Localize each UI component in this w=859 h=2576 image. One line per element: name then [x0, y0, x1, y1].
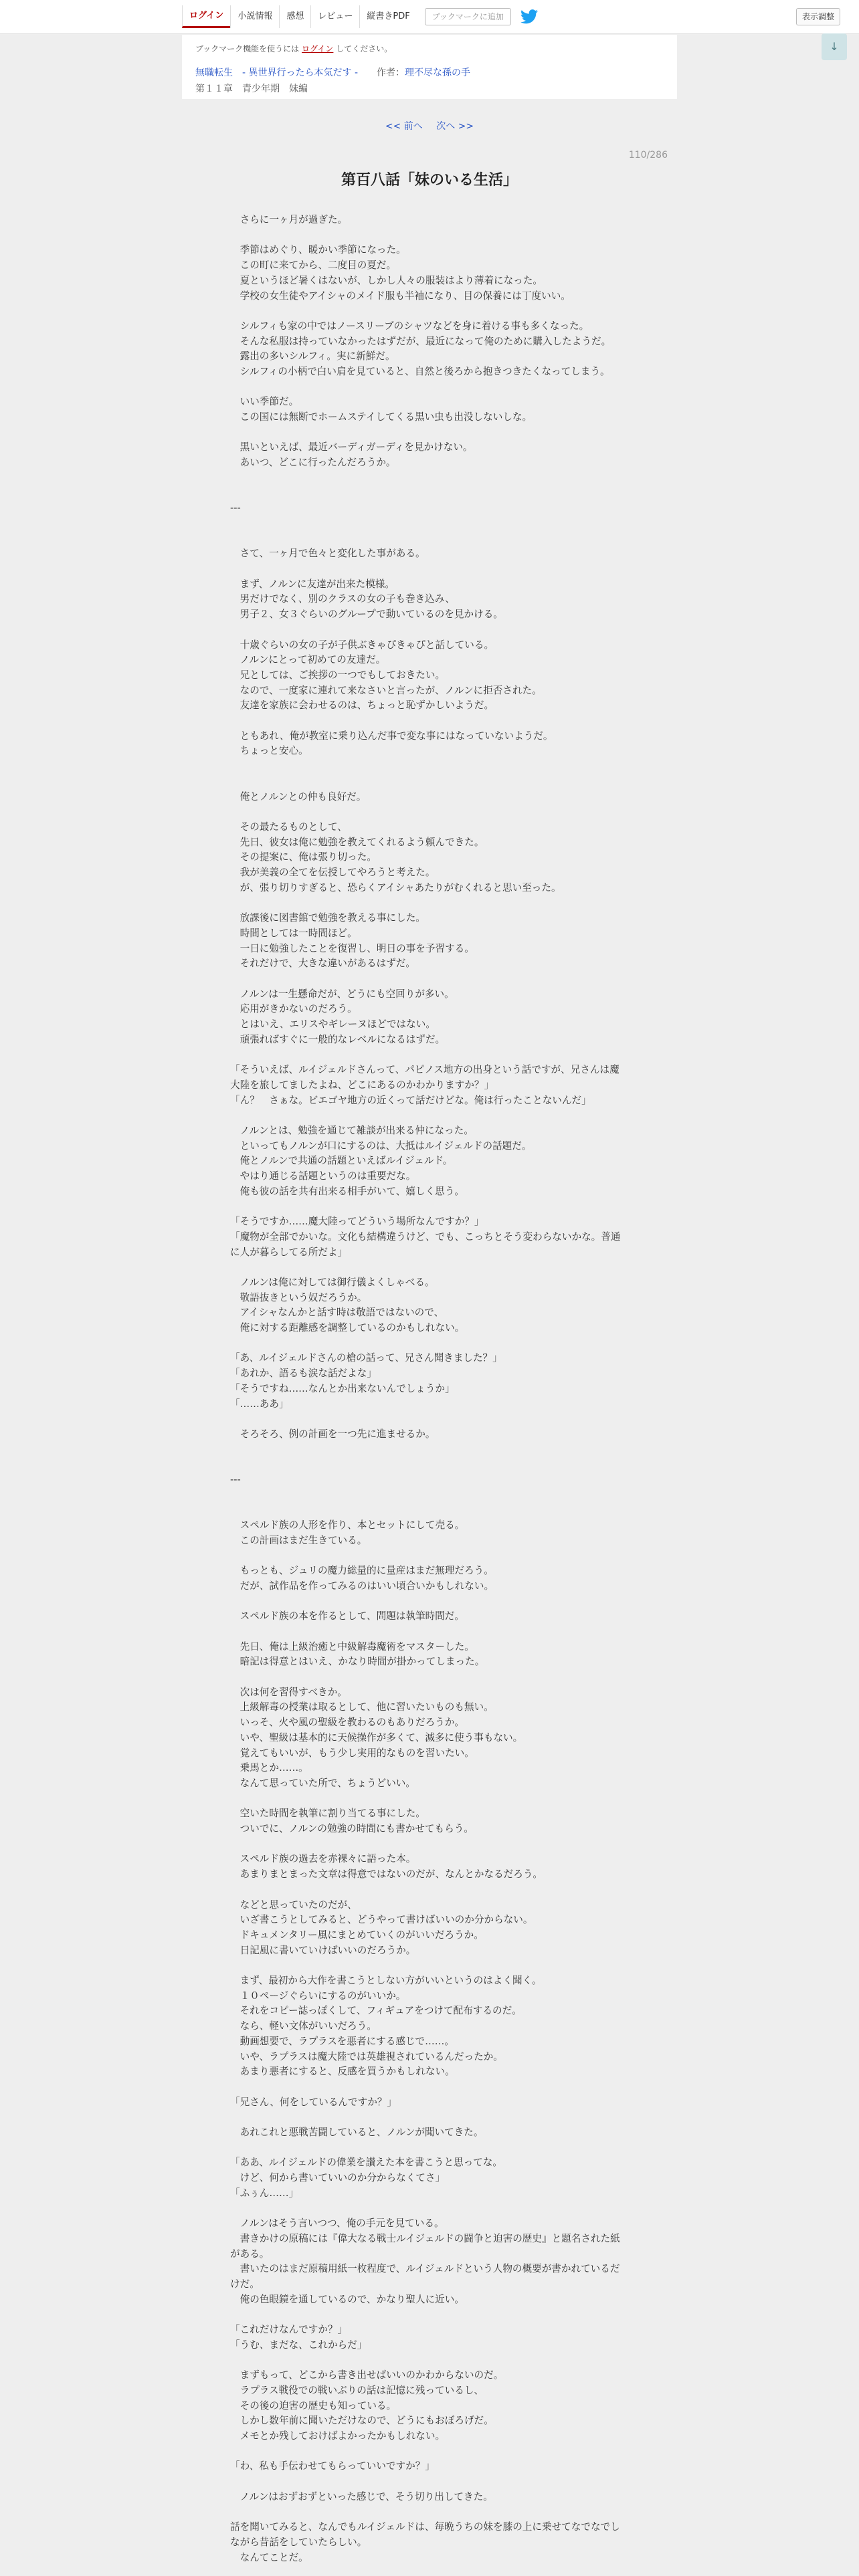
- body-line: なら、軽い文体がいいだろう。: [230, 2020, 377, 2032]
- body-line: まず、最初から大作を書こうとしない方がいいというのはよく聞く。: [230, 1975, 542, 1987]
- body-line: 十歳ぐらいの女の子が子供ぶきゃぴきゃぴと話している。: [230, 639, 494, 651]
- body-line: が、張り切りすぎると、恐らくアイシャあたりがむくれると思い至った。: [230, 881, 561, 893]
- body-line: ノルンにとって初めての友達だ。: [230, 654, 386, 666]
- body-line: 俺の色眼鏡を通しているので、かなり聖人に近い。: [230, 2293, 464, 2305]
- body-line: [230, 380, 626, 395]
- body-line: なんてことだ。: [230, 2551, 308, 2563]
- body-line: 「あれか、語るも涙な話だよな」: [230, 1368, 377, 1380]
- body-line: 次は何を習得すべきか。: [230, 1686, 347, 1698]
- body-line: [230, 1047, 626, 1063]
- body-line: 空いた時間を執筆に割り当てる事にした。: [230, 1808, 425, 1820]
- body-line: スペルド族の人形を作り、本とセットにして売る。: [230, 1519, 465, 1531]
- body-line: その最たるものとして、: [230, 821, 347, 833]
- episode-title: 第百八話「妹のいる生活」: [341, 172, 518, 189]
- body-line: 「そういえば、ルイジェルドさんって、パピノス地方の出身という話ですが、兄さんは魔大陸を旅してましたよね、どこにあるのかわかりますか？」: [230, 1064, 619, 1091]
- body-line: しかし数年前に聞いただけなので、どうにもおぼろげだ。: [230, 2415, 494, 2427]
- body-line: 「あ、ルイジェルドさんの槍の話って、兄さん聞きました？」: [230, 1352, 502, 1364]
- nav-vertical-pdf[interactable]: 縦書きPDF: [359, 5, 416, 28]
- body-line: [230, 1670, 626, 1685]
- nav-novel-info[interactable]: 小説情報: [230, 5, 279, 28]
- body-line: ノルンとは、勉強を通じて雑談が出来る仲になった。: [230, 1124, 474, 1136]
- novel-info-box: [182, 35, 677, 99]
- body-line: その提案に、俺は張り切った。: [230, 851, 377, 863]
- body-line: 「わ、私も手伝わせてもらっていいですか？」: [230, 2460, 435, 2472]
- prev-link[interactable]: << 前へ: [385, 121, 423, 132]
- body-line: 一日に勉強したことを復習し、明日の事を予習する。: [230, 942, 474, 954]
- body-line: なので、一度家に連れて来なさいと言ったが、ノルンに拒否された。: [230, 684, 542, 696]
- body-line: 乗馬とか……。: [230, 1762, 308, 1774]
- next-link[interactable]: 次へ >>: [436, 121, 474, 132]
- body-line: [230, 2505, 626, 2520]
- body-line: [230, 1108, 626, 1123]
- body-line: ラプラス戦役での戦いぶりの話は記憶に残っているし、: [230, 2384, 484, 2396]
- body-line: [230, 304, 626, 319]
- body-line: 話を聞いてみると、なんでもルイジェルドは、毎晩うちの妹を膝の上に乗せてなでなでしながら昔話をしていたらしい。: [230, 2521, 620, 2548]
- body-line: [230, 1594, 626, 1610]
- body-line: ノルンはおずおずといった感じで、そう切り出してきた。: [230, 2490, 493, 2502]
- body-line: シルフィも家の中ではノースリーブのシャツなどを身に着ける事も多くなった。: [230, 320, 589, 332]
- body-line: [230, 2474, 626, 2490]
- body-line: シルフィの小柄で白い肩を見ていると、自然と後ろから抱きつきたくなってしまう。: [230, 366, 610, 377]
- body-line: けど、何から書いていいのか分からなくてさ」: [230, 2172, 446, 2184]
- body-line: それをコピー誌っぽくして、フィギュアをつけて配布するのだ。: [230, 2005, 522, 2017]
- body-line: 頑張ればすぐに一般的なレベルになるはずだ。: [230, 1033, 446, 1045]
- body-line: [230, 1488, 626, 1503]
- body-line: 敬語抜きという奴だろうか。: [230, 1291, 367, 1303]
- body-line: さて、一ヶ月で色々と変化した事がある。: [230, 548, 425, 560]
- body-line: [230, 2110, 626, 2125]
- body-line: 「ん？ さぁな。ビエゴヤ地方の近くって話だけどな。俺は行ったことないんだ」: [230, 1094, 591, 1106]
- body-line: [230, 774, 626, 790]
- body-line: まず、ノルンに友達が出来た模様。: [230, 578, 395, 590]
- top-nav: [182, 5, 538, 28]
- body-line: そんな私服は持っていなかったはずだが、最近になって俺のために購入したようだ。: [230, 335, 611, 347]
- body-line: 動画想要で、ラプラスを悪者にする感じで……。: [230, 2035, 454, 2047]
- body-line: 夏というほど暑くはないが、しかし人々の服装はより薄着になった。: [230, 274, 543, 286]
- body-line: この町に来てから、二度目の夏だ。: [230, 259, 397, 272]
- author-link[interactable]: 理不尽な孫の手: [405, 68, 471, 78]
- body-line: いい季節だ。: [230, 396, 299, 408]
- body-line: 応用がきかないのだろう。: [230, 1003, 357, 1015]
- body-line: [230, 804, 626, 820]
- body-line: 「……ああ」: [230, 1398, 289, 1410]
- page-number: 110/286: [628, 150, 668, 160]
- body-line: あれこれと悪戦苦闘していると、ノルンが聞いてきた。: [230, 2127, 484, 2139]
- bookmark-add-button[interactable]: ブックマークに追加: [425, 8, 511, 25]
- body-line: 「これだけなんですか？」: [230, 2324, 348, 2336]
- body-line: [230, 1503, 626, 1518]
- body-line: ともあれ、俺が教室に乗り込んだ事で変な事にはなっていないようだ。: [230, 730, 553, 742]
- body-line: あいつ、どこに行ったんだろうか。: [230, 457, 396, 469]
- body-line: この国には無断でホームステイしてくる黒い虫も出没しないしな。: [230, 411, 533, 423]
- chapter-title: 第１１章 青少年期 妹編: [195, 84, 308, 94]
- novel-body: [230, 213, 626, 2565]
- body-line: いや、聖級は基本的に天候操作が多くて、滅多に使う事もない。: [230, 1731, 523, 1743]
- body-line: などと思っていたのだが、: [230, 1899, 357, 1911]
- body-line: 我が美義の全てを伝授してやろうと考えた。: [230, 867, 436, 879]
- nav-impressions[interactable]: 感想: [279, 5, 310, 28]
- body-line: いっそ、火や風の聖級を教わるのもありだろうか。: [230, 1717, 464, 1729]
- body-line: なんて思っていた所で、ちょうどいい。: [230, 1777, 415, 1789]
- body-line: [230, 2444, 626, 2460]
- body-line: ノルンは一生懸命だが、どうにも空回りが多い。: [230, 988, 454, 1000]
- body-line: [230, 562, 626, 577]
- body-line: [230, 2080, 626, 2095]
- body-line: 黒いといえば、最近バーディガーディを見かけない。: [230, 441, 473, 453]
- body-line: [230, 532, 626, 547]
- body-line: アイシャなんかと話す時は敬語ではないので、: [230, 1307, 444, 1319]
- body-line: [230, 623, 626, 638]
- body-line: [230, 516, 626, 532]
- body-line: [230, 1883, 626, 1898]
- body-line: 兄としては、ご挨拶の一つでもしておきたい。: [230, 669, 446, 681]
- body-line: [230, 425, 626, 441]
- body-line: スペルド族の過去を赤裸々に語った本。: [230, 1853, 416, 1865]
- body-line: [230, 1260, 626, 1275]
- body-line: ---: [230, 502, 241, 514]
- body-line: いざ書こうとしてみると、どうやって書けばいいのか分からない。: [230, 1914, 533, 1926]
- body-line: [230, 2141, 626, 2156]
- body-line: やはり通じる話題というのは重要だな。: [230, 1170, 416, 1182]
- body-line: 俺とノルンで共通の話題といえばルイジェルド。: [230, 1155, 453, 1167]
- body-line: [230, 972, 626, 987]
- body-line: [230, 1457, 626, 1473]
- body-line: 「兄さん、何をしているんですか？」: [230, 2096, 397, 2108]
- body-line: まずもって、どこから書き出せばいいのかわからないのだ。: [230, 2369, 504, 2381]
- body-line: ついでに、ノルンの勉強の時間にも書かせてもらう。: [230, 1823, 474, 1835]
- body-line: メモとか残しておけばよかったかもしれない。: [230, 2430, 446, 2442]
- body-line: 「うむ、まだな、これからだ」: [230, 2339, 367, 2351]
- body-line: ---: [230, 1473, 241, 1485]
- body-line: 時間としては一時間ほど。: [230, 927, 357, 939]
- body-line: 「ふぅん……」: [230, 2187, 299, 2199]
- body-line: 俺とノルンとの仲も良好だ。: [230, 790, 367, 802]
- body-line: [230, 2202, 626, 2217]
- body-line: [230, 1336, 626, 1352]
- body-line: 暗記は得意とはいえ、かなり時間が掛かってしまった。: [230, 1656, 485, 1668]
- body-line: 先日、俺は上級治癒と中級解毒魔術をマスターした。: [230, 1640, 474, 1652]
- arrow-down-icon[interactable]: ↓: [822, 33, 847, 60]
- body-line: だが、試作品を作ってみるのはいい頃合いかもしれない。: [230, 1580, 494, 1592]
- author-label: 作者：: [377, 68, 405, 78]
- body-line: [230, 895, 626, 911]
- body-line: さらに一ヶ月が過ぎた。: [230, 214, 348, 225]
- body-line: 露出の多いシルフィ。実に新鮮だ。: [230, 350, 395, 362]
- body-line: [230, 759, 626, 774]
- body-line: 日記風に書いていけばいいのだろうか。: [230, 1944, 416, 1956]
- bookmark-login-link[interactable]: ログイン: [301, 44, 334, 53]
- body-line: 学校の女生徒やアイシャのメイド服も半袖になり、目の保養には丁度いい。: [230, 290, 571, 302]
- body-line: [230, 228, 626, 243]
- body-line: あまり悪者にすると、反感を買うかもしれない。: [230, 2066, 455, 2078]
- bookmark-note-suffix: してください。: [333, 44, 393, 53]
- body-line: 「ああ、ルイジェルドの偉業を讃えた本を書こうと思ってな。: [230, 2157, 503, 2169]
- body-line: [230, 1624, 626, 1640]
- episode-pager: [0, 119, 859, 132]
- body-line: 男だけでなく、別のクラスの女の子も巻き込み、: [230, 593, 455, 605]
- bookmark-note-prefix: ブックマーク機能を使うには: [195, 44, 302, 53]
- body-line: 書きかけの原稿には『偉大なる戦士ルイジェルドの闘争と迫害の歴史』と題名された紙がある。: [230, 2232, 620, 2260]
- body-line: 季節はめぐり、暖かい季節になった。: [230, 244, 406, 256]
- body-line: 俺も彼の話を共有出来る相手がいて、嬉しく思う。: [230, 1185, 464, 1197]
- top-bar: [0, 0, 859, 34]
- body-line: 上級解毒の授業は取るとして、他に習いたいものも無い。: [230, 1701, 494, 1713]
- body-line: ドキュメンタリー風にまとめていくのがいいだろうか。: [230, 1929, 484, 1941]
- body-line: 「そうですね……なんとか出来ないんでしょうか」: [230, 1382, 455, 1394]
- body-line: もっとも、ジュリの魔力総量的に量産はまだ無理だろう。: [230, 1565, 494, 1577]
- body-line: [230, 486, 626, 502]
- body-line: 「魔物が全部でかいな。文化も結構違うけど、でも、こっちとそう変わらないかな。普通に人が暮らしてる所だよ」: [230, 1230, 621, 1258]
- body-line: [230, 1792, 626, 1807]
- body-line: １０ページぐらいにするのがいいか。: [230, 1990, 406, 2002]
- body-line: とはいえ、エリスやギレーヌほどではない。: [230, 1018, 436, 1031]
- bookmark-note: [195, 43, 392, 54]
- body-line: 先日、彼女は俺に勉強を教えてくれるよう頼んできた。: [230, 836, 484, 848]
- body-line: [230, 2307, 626, 2323]
- body-line: そろそろ、例の計画を一つ先に進ませるか。: [230, 1428, 436, 1440]
- body-line: その後の迫害の歴史も知っている。: [230, 2399, 397, 2411]
- body-line: 「そうですか……魔大陸ってどういう場所なんですか？」: [230, 1216, 484, 1228]
- twitter-bird-icon[interactable]: [520, 9, 538, 24]
- body-line: [230, 1548, 626, 1564]
- body-line: この計画はまだ生きている。: [230, 1534, 367, 1546]
- body-line: [230, 1837, 626, 1852]
- body-line: 放課後に図書館で勉強を教える事にした。: [230, 912, 425, 924]
- body-line: [230, 714, 626, 729]
- nav-reviews[interactable]: レビュー: [310, 5, 359, 28]
- body-line: 友達を家族に会わせるのは、ちょっと恥ずかしいようだ。: [230, 700, 494, 712]
- body-line: 書いたのはまだ原稿用紙一枚程度で、ルイジェルドという人物の概要が書かれているだけだ。: [230, 2263, 620, 2290]
- display-settings-button[interactable]: 表示調整: [796, 8, 840, 25]
- body-line: ノルンは俺に対しては御行儀よくしゃべる。: [230, 1276, 435, 1288]
- body-line: [230, 2353, 626, 2369]
- body-line: いや、ラプラスは魔大陸では英雄視されているんだったか。: [230, 2050, 503, 2062]
- body-line: スペルド族の本を作るとして、問題は執筆時間だ。: [230, 1610, 464, 1622]
- body-line: ちょっと安心。: [230, 745, 308, 757]
- body-line: [230, 1442, 626, 1458]
- nav-login[interactable]: ログイン: [182, 5, 230, 28]
- body-line: それだけで、大きな違いがあるはずだ。: [230, 958, 415, 970]
- body-line: 男子２、女３ぐらいのグループで動いているのを見かける。: [230, 609, 503, 621]
- body-line: [230, 471, 626, 486]
- body-line: といってもノルンが口にするのは、大抵はルイジェルドの話題だ。: [230, 1140, 532, 1152]
- novel-title-line: [195, 66, 470, 79]
- body-line: ノルンはそう言いつつ、俺の手元を見ている。: [230, 2218, 444, 2230]
- novel-title-link[interactable]: 無職転生 - 異世界行ったら本気だす -: [195, 68, 359, 78]
- body-line: [230, 1412, 626, 1427]
- body-line: [230, 1199, 626, 1214]
- body-line: 俺に対する距離感を調整しているのかもしれない。: [230, 1322, 465, 1334]
- body-line: 覚えてもいいが、もう少し実用的なものを習いたい。: [230, 1747, 474, 1759]
- body-line: あまりまとまった文章は得意ではないのだが、なんとかなるだろう。: [230, 1868, 543, 1881]
- body-line: [230, 1958, 626, 1973]
